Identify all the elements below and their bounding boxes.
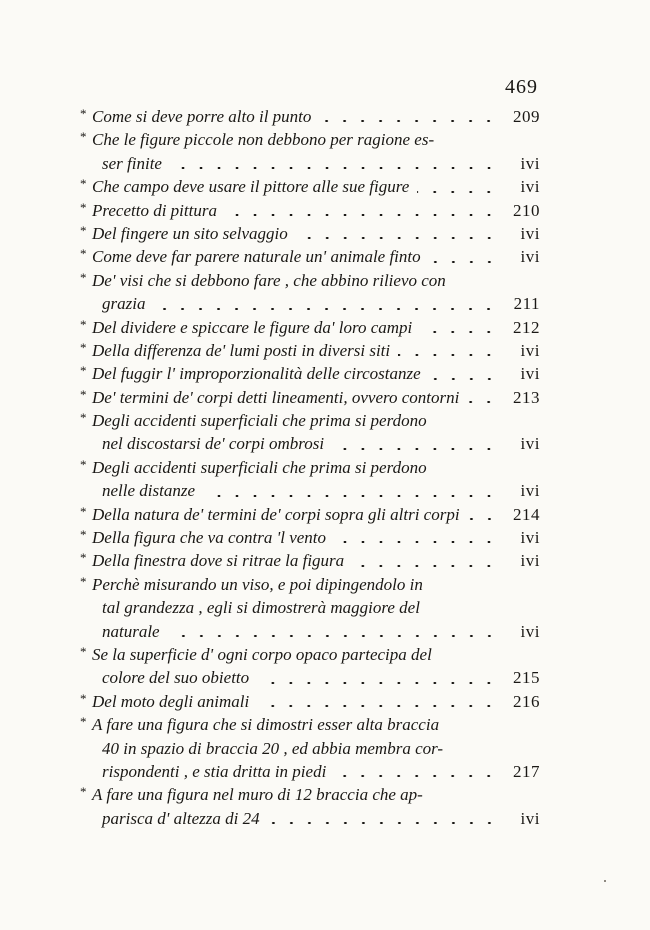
entry-title-text: Perchè misurando un viso, e poi dipingendolo in: [92, 574, 423, 594]
entry-title-text: Come si deve porre alto il punto: [92, 107, 312, 126]
toc-entry-line: [80, 526, 540, 549]
dot-leader: [429, 261, 498, 263]
toc-entry-line: [80, 503, 540, 526]
ink-speck: [604, 880, 606, 882]
entry-title-text: Della natura de' termini de' corpi sopra gli altri corpi: [92, 504, 460, 524]
toc-entry: [80, 643, 540, 690]
entry-page-ref: 212: [513, 317, 540, 337]
dot-leader: [203, 495, 498, 497]
entry-page-ref: ivi: [520, 340, 540, 360]
asterisk-marker: *: [80, 690, 87, 706]
asterisk-marker: *: [80, 573, 87, 589]
toc-entry-line: [80, 620, 540, 643]
entry-page-ref: ivi: [520, 364, 540, 384]
entry-title-text: rispondenti , e stia dritta in piedi: [102, 761, 327, 781]
entry-page-ref: 214: [513, 504, 540, 524]
entry-page-ref: 210: [513, 200, 540, 220]
entry-page-ref: ivi: [520, 808, 540, 828]
toc-entry-line: [80, 690, 540, 713]
toc-entry-line: [80, 409, 540, 432]
toc-entry-line: [80, 362, 540, 385]
toc-entry-line: [80, 245, 540, 268]
dot-leader: [257, 705, 498, 707]
dot-leader: [296, 237, 498, 239]
dot-leader: [268, 822, 498, 824]
toc-entry-line: [80, 760, 540, 783]
dot-leader: [319, 120, 498, 122]
dot-leader: [467, 401, 498, 403]
entry-title-text: A fare una figura nel muro di 12 braccia che ap-: [92, 785, 423, 805]
toc-entry-line: [80, 549, 540, 572]
entry-title-text: Del fuggir l' improporzionalità delle circostanze: [92, 364, 421, 384]
dot-leader: [153, 308, 498, 310]
toc-entry-line: [80, 643, 540, 666]
toc-entry: [80, 409, 540, 456]
entry-page-ref: ivi: [520, 177, 540, 197]
entry-page-ref: 209: [513, 107, 540, 126]
toc-entry: [80, 105, 540, 128]
entry-title-text: nelle distanze: [102, 481, 196, 501]
toc-entry: [80, 339, 540, 362]
entry-page-ref: 216: [513, 691, 540, 711]
dot-leader: [225, 214, 498, 216]
toc-entry: [80, 316, 540, 339]
toc-entry: [80, 245, 540, 268]
entry-page-ref: ivi: [520, 153, 540, 173]
entry-page-ref: 211: [513, 294, 540, 314]
toc-entry-line: [80, 128, 540, 151]
entry-title-text: Se la superficie d' ogni corpo opaco partecipa del: [92, 644, 432, 664]
dot-leader: [170, 167, 498, 169]
asterisk-marker: *: [80, 527, 87, 543]
dot-leader: [398, 354, 498, 356]
toc-entry-line: [80, 386, 540, 409]
toc-entry-line: [80, 269, 540, 292]
dot-leader: [429, 378, 498, 380]
entry-title-text: Della figura che va contra 'l vento: [92, 528, 327, 548]
toc-entry: [80, 456, 540, 503]
entry-title-text: Precetto di pittura: [92, 200, 217, 220]
toc-entry: [80, 503, 540, 526]
entry-title-text: Che le figure piccole non debbono per ragione es-: [92, 130, 435, 150]
entry-title-text: Della finestra dove si ritrae la figura: [92, 551, 345, 571]
toc-entry-line: [80, 152, 540, 175]
dot-leader: [168, 635, 498, 637]
entry-page-ref: ivi: [520, 481, 540, 501]
entry-title-text: Del moto degli animali: [92, 691, 250, 711]
asterisk-marker: *: [80, 410, 87, 426]
toc-entry: [80, 269, 540, 316]
asterisk-marker: *: [80, 316, 87, 332]
entry-page-ref: 217: [513, 761, 540, 781]
dot-leader: [417, 191, 498, 193]
toc-entry-line: [80, 199, 540, 222]
entry-title-text: naturale: [102, 621, 160, 641]
page-number: 469: [505, 76, 538, 98]
toc-entry: [80, 222, 540, 245]
asterisk-marker: *: [80, 246, 87, 262]
entry-title-text: A fare una figura che si dimostri esser alta braccia: [92, 715, 440, 735]
toc-entry-line: [80, 175, 540, 198]
table-of-contents: [80, 105, 540, 830]
toc-entry-line: [80, 713, 540, 736]
asterisk-marker: *: [80, 456, 87, 472]
toc-entry-line: [80, 316, 540, 339]
toc-entry: [80, 573, 540, 643]
dot-leader: [468, 518, 498, 520]
toc-entry-line: [80, 573, 540, 596]
toc-entry-line: [80, 339, 540, 362]
asterisk-marker: *: [80, 363, 87, 379]
entry-page-ref: ivi: [520, 621, 540, 641]
toc-entry: [80, 386, 540, 409]
toc-entry-line: [80, 737, 540, 760]
asterisk-marker: *: [80, 269, 87, 285]
toc-entry: [80, 199, 540, 222]
asterisk-marker: *: [80, 106, 87, 121]
entry-page-ref: ivi: [520, 551, 540, 571]
toc-entry: [80, 362, 540, 385]
entry-title-text: ser finite: [102, 153, 162, 173]
toc-entry: [80, 690, 540, 713]
asterisk-marker: *: [80, 784, 87, 800]
asterisk-marker: *: [80, 129, 87, 145]
asterisk-marker: *: [80, 714, 87, 730]
asterisk-marker: *: [80, 550, 87, 566]
asterisk-marker: *: [80, 503, 87, 519]
entry-title-text: De' visi che si debbono fare , che abbino rilievo con: [92, 270, 446, 290]
entry-title-text: Del fingere un sito selvaggio: [92, 223, 288, 243]
entry-title-text: Della differenza de' lumi posti in diversi siti: [92, 340, 391, 360]
entry-page-ref: ivi: [520, 528, 540, 548]
entry-title-text: tal grandezza , egli si dimostrerà maggiore del: [102, 598, 420, 618]
dot-leader: [334, 541, 498, 543]
toc-entry-line: [80, 479, 540, 502]
entry-title-text: colore del suo obietto: [102, 668, 250, 688]
toc-entry-line: [80, 783, 540, 806]
entry-page-ref: 215: [513, 668, 540, 688]
toc-entry-line: [80, 105, 540, 128]
dot-leader: [334, 775, 498, 777]
entry-page-ref: ivi: [520, 434, 540, 454]
entry-title-text: nel discostarsi de' corpi ombrosi: [102, 434, 325, 454]
dot-leader: [352, 565, 498, 567]
entry-title-text: De' termini de' corpi detti lineamenti, ovvero contorni: [92, 387, 460, 407]
dot-leader: [420, 331, 498, 333]
dot-leader: [257, 682, 498, 684]
toc-entry-line: [80, 292, 540, 315]
entry-title-text: Come deve far parere naturale un' animale finto: [92, 247, 421, 267]
entry-page-ref: 213: [513, 387, 540, 407]
entry-page-ref: ivi: [520, 247, 540, 267]
toc-entry-line: [80, 666, 540, 689]
toc-entry-line: [80, 432, 540, 455]
toc-entry: [80, 175, 540, 198]
asterisk-marker: *: [80, 386, 87, 402]
toc-entry: [80, 713, 540, 783]
entry-page-ref: ivi: [520, 223, 540, 243]
asterisk-marker: *: [80, 176, 87, 192]
toc-entry-line: [80, 456, 540, 479]
entry-title-text: parisca d' altezza di 24: [102, 808, 260, 828]
toc-entry: [80, 783, 540, 830]
toc-entry-line: [80, 222, 540, 245]
asterisk-marker: *: [80, 643, 87, 659]
asterisk-marker: *: [80, 199, 87, 215]
asterisk-marker: *: [80, 339, 87, 355]
entry-title-text: Degli accidenti superficiali che prima si perdono: [92, 411, 427, 431]
toc-entry: [80, 526, 540, 549]
toc-entry-line: [80, 596, 540, 619]
asterisk-marker: *: [80, 222, 87, 238]
entry-title-text: grazia: [102, 294, 146, 314]
toc-entry: [80, 128, 540, 175]
entry-title-text: 40 in spazio di braccia 20 , ed abbia membra cor-: [102, 738, 444, 758]
toc-entry-line: [80, 807, 540, 830]
entry-title-text: Degli accidenti superficiali che prima si perdono: [92, 457, 427, 477]
toc-entry: [80, 549, 540, 572]
entry-title-text: Del dividere e spiccare le figure da' loro campi: [92, 317, 413, 337]
entry-title-text: Che campo deve usare il pittore alle sue figure: [92, 177, 410, 197]
dot-leader: [332, 448, 498, 450]
